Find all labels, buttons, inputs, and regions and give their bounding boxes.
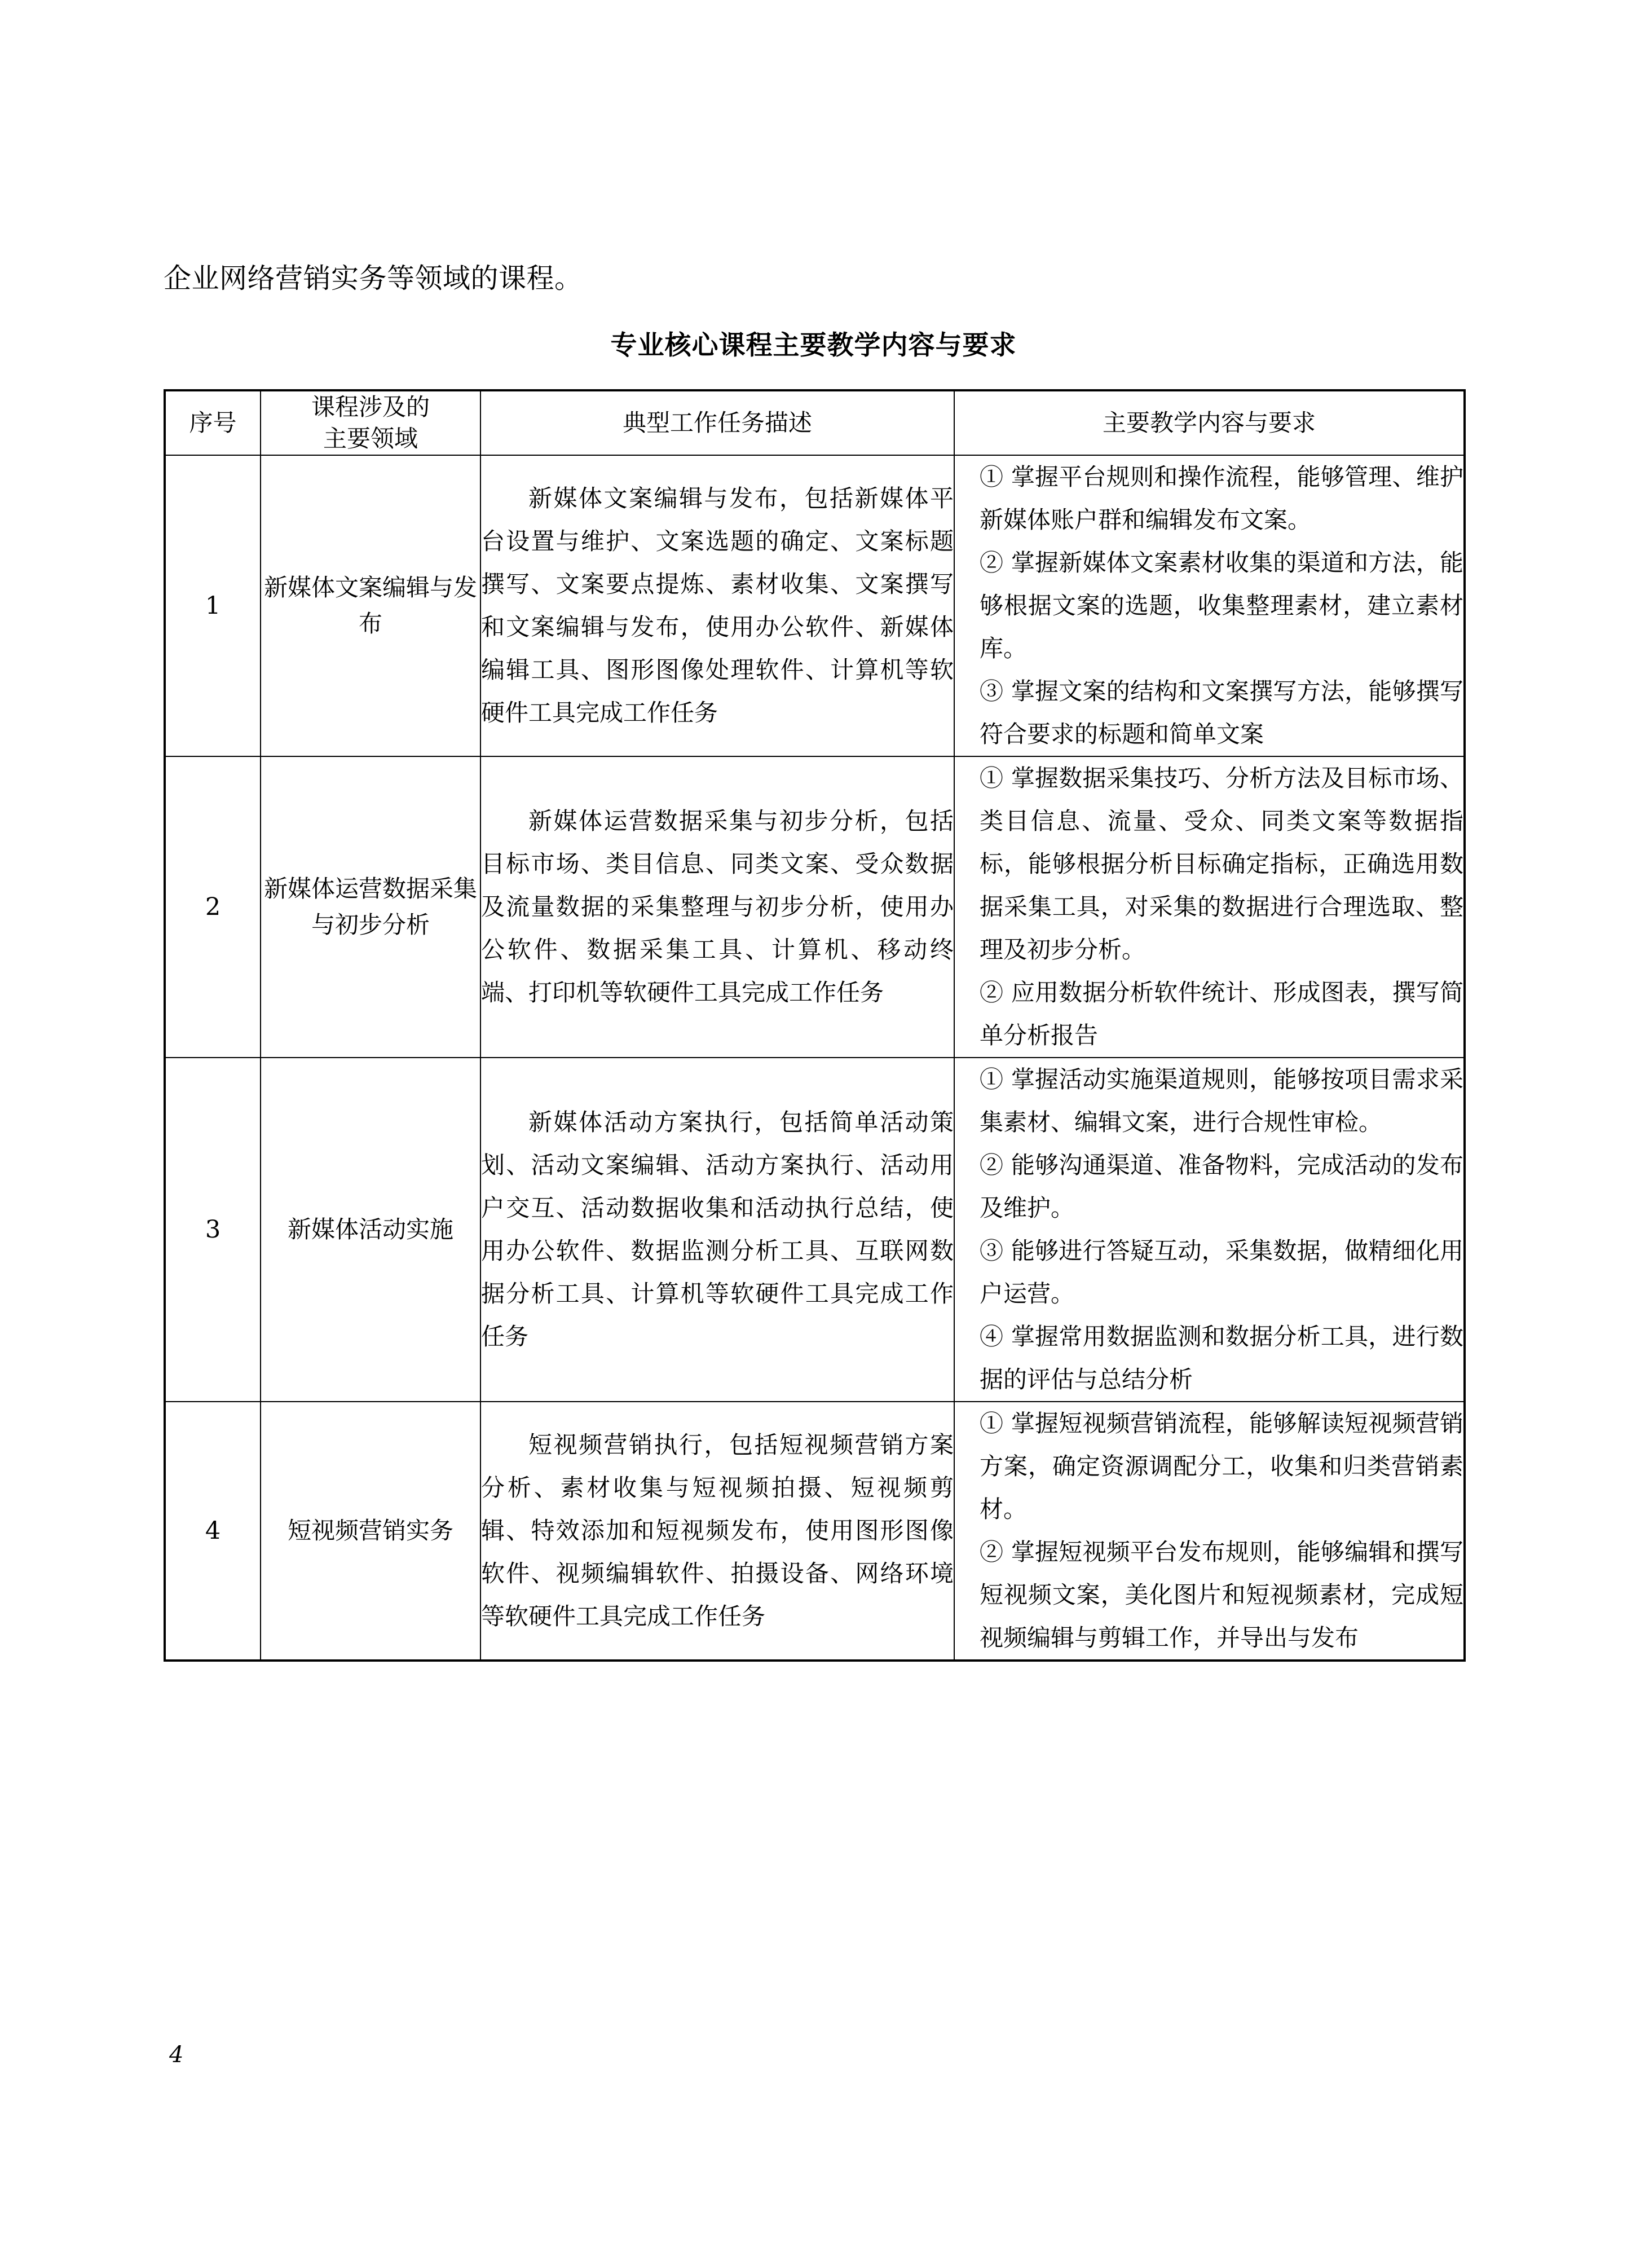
teaching-item: ③ 能够进行答疑互动，采集数据，做精细化用户运营。 <box>980 1237 1463 1307</box>
table-row <box>165 756 1465 1058</box>
teaching-item: ④ 掌握常用数据监测和数据分析工具，进行数据的评估与总结分析 <box>980 1323 1463 1393</box>
teaching-item: ② 掌握新媒体文案素材收集的渠道和方法，能够根据文案的选题，收集整理素材，建立素材库。 <box>980 549 1463 662</box>
table-row <box>165 455 1465 756</box>
page-number: 4 <box>169 2042 184 2068</box>
row-number: 1 <box>165 455 261 756</box>
row-teaching <box>954 756 1465 1058</box>
header-cell-area <box>261 390 480 455</box>
task-paragraph: 短视频营销执行，包括短视频营销方案分析、素材收集与短视频拍摄、短视频剪辑、特效添加和短视频发布，使用图形图像软件、视频编辑软件、拍摄设备、网络环境等软硬件工具完成工作任务 <box>481 1431 954 1630</box>
header-cell-no: 序号 <box>165 390 261 455</box>
teaching-item: ② 能够沟通渠道、准备物料，完成活动的发布及维护。 <box>980 1151 1463 1222</box>
row-area: 新媒体活动实施 <box>261 1058 480 1402</box>
table-row <box>165 1058 1465 1402</box>
intro-paragraph: 企业网络营销实务等领域的课程。 <box>164 262 583 294</box>
row-task <box>480 1402 954 1661</box>
teaching-item: ① 掌握平台规则和操作流程，能够管理、维护新媒体账户群和编辑发布文案。 <box>980 463 1463 534</box>
header-cell-task: 典型工作任务描述 <box>480 390 954 455</box>
row-teaching <box>954 1402 1465 1661</box>
row-teaching <box>954 1058 1465 1402</box>
row-area: 短视频营销实务 <box>261 1402 480 1661</box>
teaching-item: ③ 掌握文案的结构和文案撰写方法，能够撰写符合要求的标题和简单文案 <box>980 677 1463 748</box>
teaching-item: ② 掌握短视频平台发布规则，能够编辑和撰写短视频文案，美化图片和短视频素材，完成短视频编辑与剪辑工作，并导出与发布 <box>980 1538 1463 1652</box>
teaching-item: ① 掌握数据采集技巧、分析方法及目标市场、类目信息、流量、受众、同类文案等数据指标，能够根据分析目标确定指标，正确选用数据采集工具，对采集的数据进行合理选取、整理及初步分析。 <box>980 764 1463 963</box>
teaching-item: ② 应用数据分析软件统计、形成图表，撰写简单分析报告 <box>980 979 1463 1049</box>
row-number: 2 <box>165 756 261 1058</box>
teaching-item: ① 掌握活动实施渠道规则，能够按项目需求采集素材、编辑文案，进行合规性审检。 <box>980 1065 1463 1136</box>
table-header-row <box>165 390 1465 455</box>
table-row <box>165 1402 1465 1661</box>
row-task <box>480 1058 954 1402</box>
core-course-table <box>164 389 1466 1662</box>
row-task <box>480 756 954 1058</box>
task-paragraph: 新媒体活动方案执行，包括简单活动策划、活动文案编辑、活动方案执行、活动用户交互、活动数据收集和活动执行总结，使用办公软件、数据监测分析工具、互联网数据分析工具、计算机等软硬件工具完成工作任务 <box>481 1108 954 1350</box>
row-teaching <box>954 455 1465 756</box>
row-area: 新媒体运营数据采集与初步分析 <box>261 756 480 1058</box>
row-number: 3 <box>165 1058 261 1402</box>
header-area-line2: 主要领域 <box>323 425 418 452</box>
task-paragraph: 新媒体文案编辑与发布，包括新媒体平台设置与维护、文案选题的确定、文案标题撰写、文案要点提炼、素材收集、文案撰写和文案编辑与发布，使用办公软件、新媒体编辑工具、图形图像处理软件、计算机等软硬件工具完成工作任务 <box>481 485 954 726</box>
row-area: 新媒体文案编辑与发布 <box>261 455 480 756</box>
teaching-item: ① 掌握短视频营销流程，能够解读短视频营销方案，确定资源调配分工，收集和归类营销素材。 <box>980 1410 1463 1523</box>
row-task <box>480 455 954 756</box>
header-area-line1: 课程涉及的 <box>311 393 430 421</box>
table-caption: 专业核心课程主要教学内容与要求 <box>610 330 1017 361</box>
task-paragraph: 新媒体运营数据采集与初步分析，包括目标市场、类目信息、同类文案、受众数据及流量数据的采集整理与初步分析，使用办公软件、数据采集工具、计算机、移动终端、打印机等软硬件工具完成工作任务 <box>481 807 954 1006</box>
header-cell-teaching: 主要教学内容与要求 <box>954 390 1465 455</box>
row-number: 4 <box>165 1402 261 1661</box>
